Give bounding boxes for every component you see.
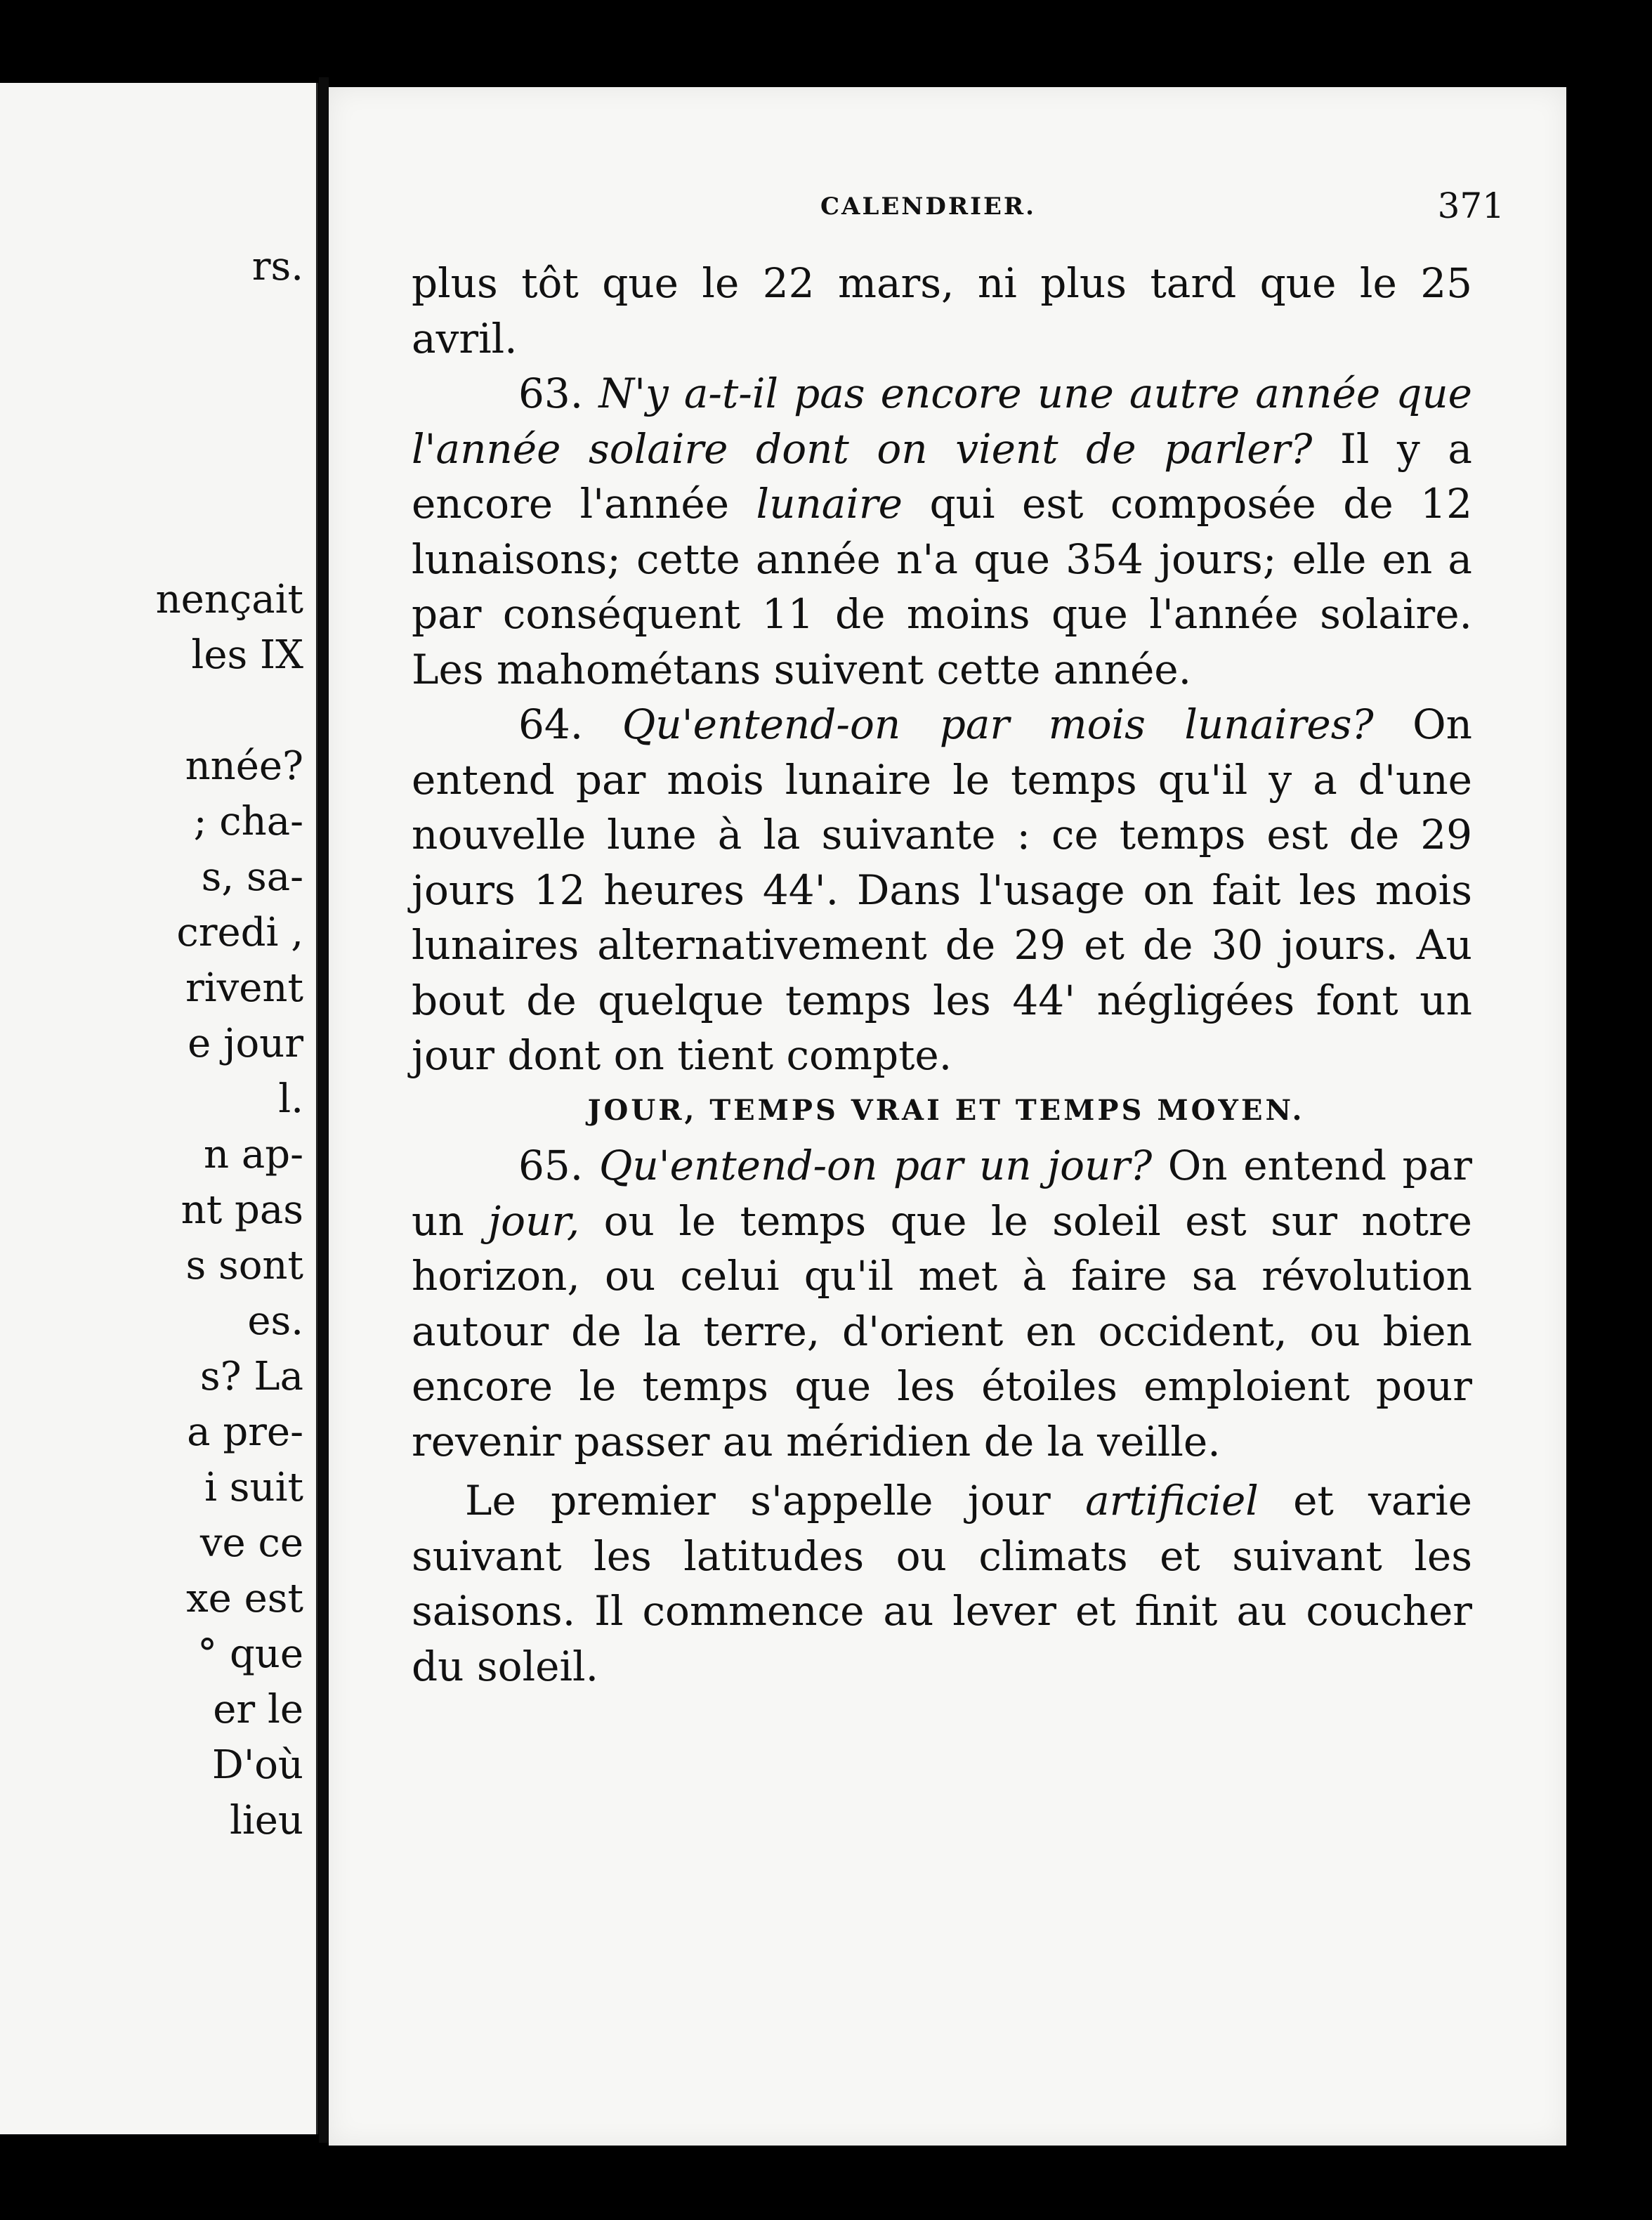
left-page-line: xe est	[186, 1576, 303, 1621]
question-number: 63.	[518, 370, 584, 417]
left-page-line: D'où	[211, 1742, 303, 1788]
left-page-line	[8, 683, 303, 738]
answer-italic: jour,	[488, 1196, 580, 1245]
page-body	[412, 256, 1472, 1694]
left-page-line: nençait	[155, 577, 303, 622]
answer-text: On entend par un	[412, 1142, 1472, 1245]
left-page-line: s? La	[199, 1354, 303, 1399]
left-page-line	[8, 516, 303, 572]
right-page	[329, 87, 1566, 2146]
left-page-line: s, sa-	[201, 854, 303, 900]
paragraph-text: Le premier s'appelle jour	[465, 1477, 1086, 1524]
answer-italic: lunaire	[756, 480, 903, 528]
answer-text: On entend par mois lunaire le temps qu'il y a d'une nouvelle lune à la suivante : ce temps est de 29 jours 12 heures 44'. Dans l'usage on fait les mois lunaires alternativement de 29 et de 30 jours. Au bout de quelque temps les 44' négligées font un jour dont on tient compte.	[412, 700, 1473, 1079]
running-head: CALENDRIER.	[820, 192, 1036, 221]
left-page-line: credi ,	[176, 910, 303, 955]
question-number: 65.	[518, 1142, 584, 1189]
left-page-line: l.	[278, 1076, 303, 1122]
answer-text: qui est composée de 12 lunaisons; cette année n'a que 354 jours; elle en a par conséquent 11 de moins que l'année solaire. Les mahométans suivent cette année.	[412, 480, 1472, 693]
question-text: N'y a-t-il pas encore une autre année que l'année solaire dont on vient de parler?	[412, 370, 1473, 473]
section-heading: JOUR, TEMPS VRAI ET TEMPS MOYEN.	[587, 1093, 1305, 1127]
left-page-line: ° que	[197, 1631, 303, 1677]
left-page-line: er le	[213, 1687, 303, 1732]
page-number: 371	[1437, 185, 1504, 226]
left-page-line: nt pas	[181, 1187, 303, 1233]
left-page	[0, 83, 318, 2134]
left-page-line: nnée?	[185, 743, 303, 789]
left-page-line: s sont	[185, 1243, 303, 1288]
left-page-line: les IX	[191, 632, 303, 678]
question-number: 64.	[518, 700, 584, 748]
answer-text: Il y a encore l'année	[412, 424, 1472, 528]
paragraph-italic: artificiel	[1085, 1477, 1259, 1524]
left-page-line: rs.	[251, 244, 303, 289]
left-page-line: a pre-	[187, 1409, 303, 1455]
question-text: Qu'entend-on par mois lunaires?	[622, 700, 1374, 748]
question-64	[412, 697, 1472, 1083]
paragraph-artificiel	[412, 1473, 1472, 1694]
left-page-line: i suit	[204, 1465, 303, 1510]
left-page-line	[8, 461, 303, 516]
left-page-line: es.	[247, 1298, 303, 1344]
left-page-text-fragment	[8, 239, 303, 1848]
book-gutter	[319, 77, 329, 2143]
left-page-line	[8, 350, 303, 405]
left-page-line: ; cha-	[193, 799, 303, 844]
left-page-line: rivent	[185, 965, 303, 1011]
continuation-paragraph: plus tôt que le 22 mars, ni plus tard que le 25 avril.	[412, 259, 1472, 363]
answer-text: ou le temps que le soleil est sur notre horizon, ou celui qu'il met à faire sa révolution autour de la terre, d'orient en occident, ou bien encore le temps que les étoiles emploient pour revenir passer au méridien de la veille.	[412, 1196, 1472, 1465]
left-page-line	[8, 405, 303, 461]
question-65	[412, 1138, 1472, 1469]
question-text: Qu'entend-on par un jour?	[598, 1142, 1153, 1189]
paragraph-text: et varie suivant les latitudes ou climats et suivant les saisons. Il commence au lever et finit au coucher du soleil.	[412, 1477, 1473, 1690]
left-page-line: n ap-	[203, 1132, 303, 1177]
left-page-line: e jour	[188, 1021, 303, 1066]
left-page-line: ve ce	[199, 1520, 303, 1566]
question-63	[412, 366, 1472, 697]
left-page-line: lieu	[229, 1798, 303, 1843]
left-page-line	[8, 294, 303, 350]
